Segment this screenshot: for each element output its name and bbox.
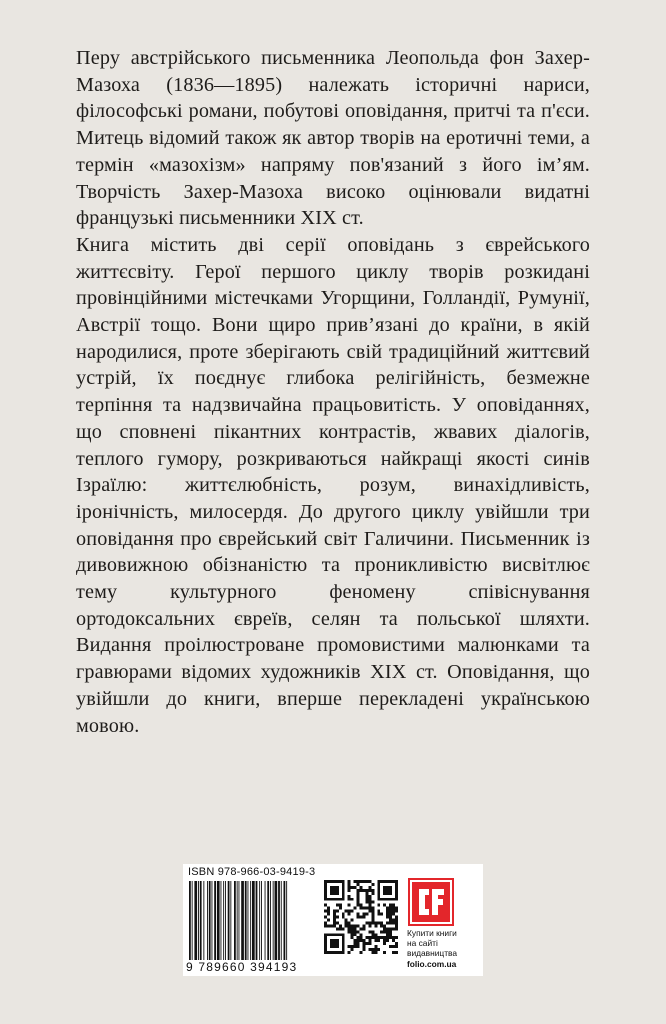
buy-line-3: видавництва — [407, 948, 458, 959]
buy-line-2: на сайті — [407, 938, 438, 949]
buy-books-note — [407, 928, 483, 969]
blurb-paragraph-1: Перу австрійського письменника Леопольда фон Захер-Мазоха (1836—1895) належать історичні нариси, філософські романи, побутові оповідання, притчі та п'єси. Митець відомий також як автор творів на еротичні теми, а термін «мазохізм» напряму пов'язаний з його ім’ям. Творчість Захер-Мазоха високо оцінювали видатні французькі письменники XIX ст. — [76, 47, 590, 230]
publisher-website: folio.com.ua — [407, 958, 457, 969]
back-cover-blurb — [76, 45, 590, 739]
isbn-number: ISBN 978-966-03-9419-3 — [188, 866, 316, 878]
barcode-panel — [183, 864, 483, 976]
blurb-paragraph-2: Книга містить дві серії оповідань з єврейського життєсвіту. Герої першого циклу творів розкидані провінційними містечками Угорщини, Голландії, Румунії, Австрії тощо. Вони щиро прив’язані до країни, в якій народилися, проте зберігають свій традиційний життєвий устрій, їх поєднує глибока релігійність, безмежне терпіння та надзвичайна працьовитість. У оповіданнях, що сповнені пікантних контрастів, жвавих діалогів, теплого гумору, розкриваються найкращі якості синів Ізраїлю: життєлюбність, розум, винахідливість, іронічність, милосердя. До другого циклу увійшли три оповідання про єврейський світ Галичини. Письменник із дивовижною обізнаністю та проникливістю висвітлює тему культурного феномену співіснування ортодоксальних євреїв, селян та польської шляхти. Видання проілюстроване промовистими малюнками та гравюрами відомих художників XIX ст. Оповідання, що увійшли до книги, вперше перекладені українською мовою. — [76, 233, 590, 737]
qr-code-icon — [324, 880, 398, 954]
barcode-digits: 9 789660 394193 — [186, 960, 298, 974]
folio-logo-icon — [408, 878, 454, 926]
buy-line-1: Купити книги — [407, 928, 457, 938]
isbn-barcode — [189, 881, 315, 960]
